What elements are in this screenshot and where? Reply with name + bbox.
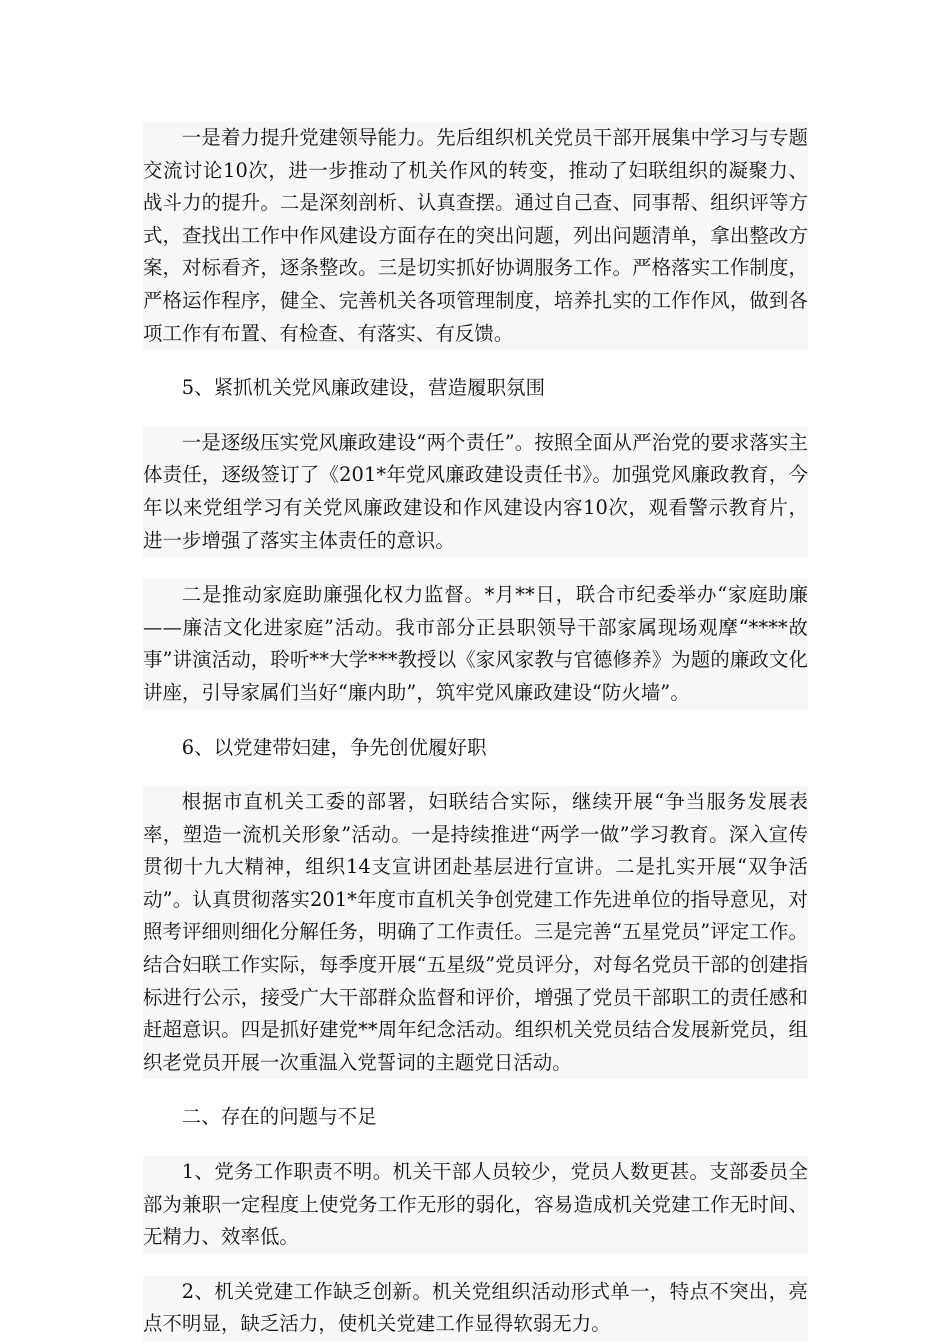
- section-heading-problems: 二、存在的问题与不足: [143, 1101, 808, 1134]
- document-body: [143, 122, 808, 1341]
- paragraph-work-style: 一是着力提升党建领导能力。先后组织机关党员干部开展集中学习与专题交流讨论10次，进一步推动了机关作风的转变，推动了妇联组织的凝聚力、战斗力的提升。二是深刻剖析、认真查摆。通过自己查、同事帮、组织评等方式，查找出工作中作风建设方面存在的突出问题，列出问题清单，拿出整改方案，对标看齐，逐条整改。三是切实抓好协调服务工作。严格落实工作制度，严格运作程序，健全、完善机关各项管理制度，培养扎实的工作作风，做到各项工作有布置、有检查、有落实、有反馈。: [143, 122, 808, 350]
- paragraph-gap: [143, 710, 808, 732]
- paragraph-gap: [143, 1254, 808, 1276]
- paragraph-gap: [143, 1079, 808, 1101]
- section-heading-5: 5、紧抓机关党风廉政建设，营造履职氛围: [143, 372, 808, 405]
- paragraph-problem-2: 2、机关党建工作缺乏创新。机关党组织活动形式单一，特点不突出，亮点不明显，缺乏活力，使机关党建工作显得软弱无力。: [143, 1276, 808, 1341]
- paragraph-problem-1: 1、党务工作职责不明。机关干部人员较少，党员人数更甚。支部委员全部为兼职一定程度上使党务工作无形的弱化，容易造成机关党建工作无时间、无精力、效率低。: [143, 1156, 808, 1254]
- paragraph-two-responsibilities: 一是逐级压实党风廉政建设“两个责任”。按照全面从严治党的要求落实主体责任，逐级签订了《201*年党风廉政建设责任书》。加强党风廉政教育，今年以来党组学习有关党风廉政建设和作风建设内容10次，观看警示教育片，进一步增强了落实主体责任的意识。: [143, 427, 808, 557]
- paragraph-gap: [143, 557, 808, 579]
- paragraph-gap: [143, 764, 808, 786]
- paragraph-gap: [143, 405, 808, 427]
- paragraph-gap: [143, 1134, 808, 1156]
- paragraph-family-integrity: 二是推动家庭助廉强化权力监督。*月**日，联合市纪委举办“家庭助廉——廉洁文化进家庭”活动。我市部分正县职领导干部家属现场观摩“****故事”讲演活动，聆听**大学***教授以《家风家教与官德修养》为题的廉政文化讲座，引导家属们当好“廉内助”，筑牢党风廉政建设“防火墙”。: [143, 579, 808, 709]
- section-heading-6: 6、以党建带妇建，争先创优履好职: [143, 732, 808, 765]
- paragraph-gap: [143, 350, 808, 372]
- paragraph-party-building: 根据市直机关工委的部署，妇联结合实际，继续开展“争当服务发展表率，塑造一流机关形象”活动。一是持续推进“两学一做”学习教育。深入宣传贯彻十九大精神，组织14支宣讲团赴基层进行宣讲。二是扎实开展“双争活动”。认真贯彻落实201*年度市直机关争创党建工作先进单位的指导意见，对照考评细则细化分解任务，明确了工作责任。三是完善“五星党员”评定工作。结合妇联工作实际，每季度开展“五星级”党员评分，对每名党员干部的创建指标进行公示，接受广大干部群众监督和评价，增强了党员干部职工的责任感和赶超意识。四是抓好建党**周年纪念活动。组织机关党员结合发展新党员，组织老党员开展一次重温入党誓词的主题党日活动。: [143, 786, 808, 1079]
